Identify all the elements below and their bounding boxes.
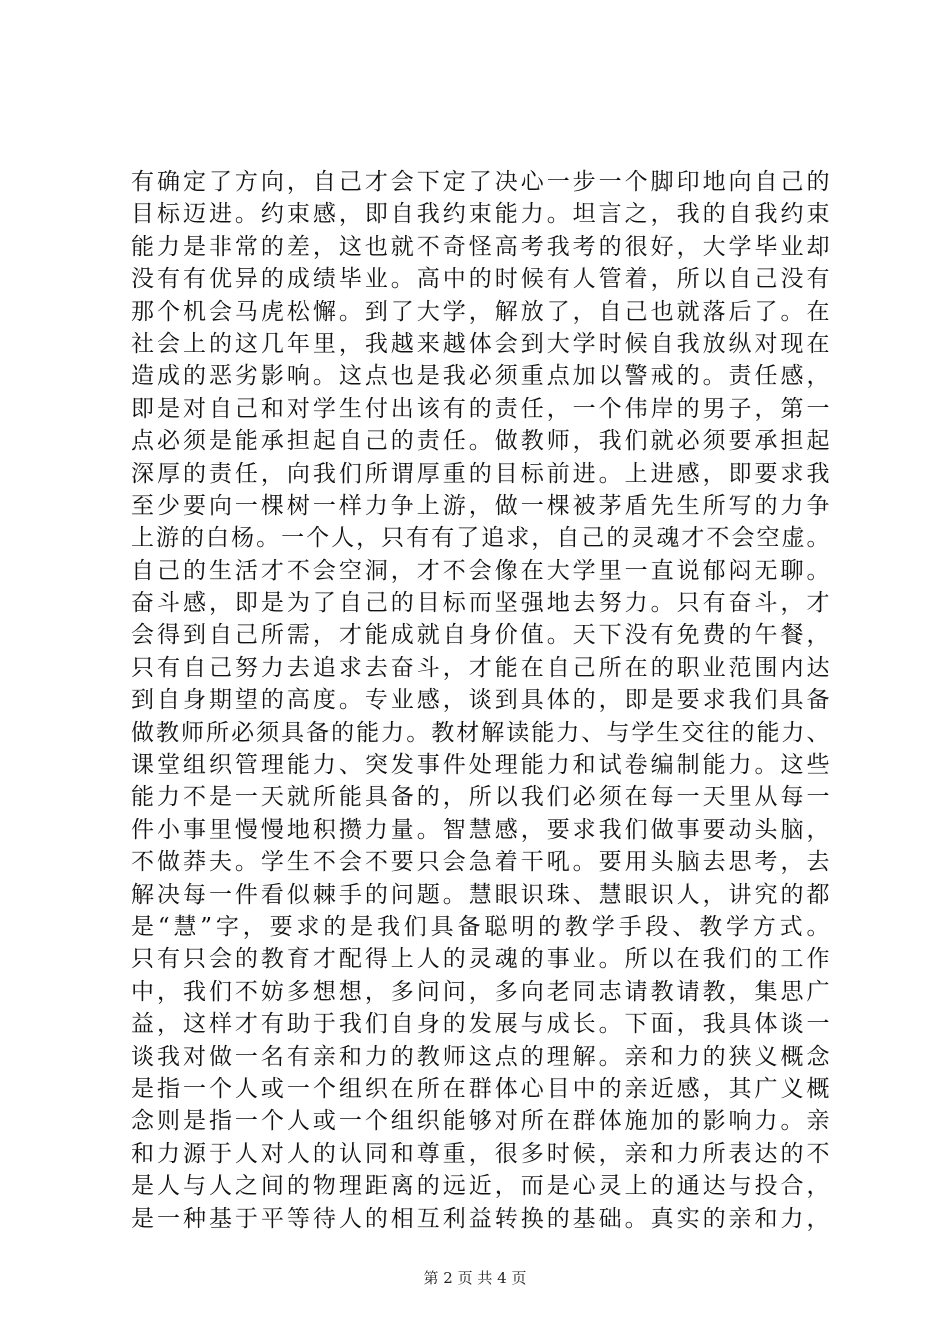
text-line: 奋斗感，即是为了自己的目标而坚强地去努力。只有奋斗，才 xyxy=(131,590,831,617)
text-line: 点必须是能承担起自己的责任。做教师，我们就必须要承担起 xyxy=(131,428,831,455)
text-line: 谈我对做一名有亲和力的教师这点的理解。亲和力的狭义概念 xyxy=(131,1043,831,1070)
text-line: 是一种基于平等待人的相互利益转换的基础。真实的亲和力， xyxy=(131,1205,831,1232)
text-line: 是人与人之间的物理距离的远近，而是心灵上的通达与投合， xyxy=(131,1173,831,1200)
text-line: 只有自己努力去追求去奋斗，才能在自己所在的职业范围内达 xyxy=(131,654,831,681)
text-line: 没有有优异的成绩毕业。高中的时候有人管着，所以自己没有 xyxy=(131,266,831,293)
text-line: 到自身期望的高度。专业感，谈到具体的，即是要求我们具备 xyxy=(131,687,831,714)
text-line: 会得到自己所需，才能成就自身价值。天下没有免费的午餐， xyxy=(131,622,831,649)
text-line: 和力源于人对人的认同和尊重，很多时候，亲和力所表达的不 xyxy=(131,1140,831,1167)
page-footer: 第 2 页 共 4 页 xyxy=(423,1269,527,1287)
text-line: 只有只会的教育才配得上人的灵魂的事业。所以在我们的工作 xyxy=(131,946,831,973)
text-line: 中，我们不妨多想想，多问问，多向老同志请教请教，集思广 xyxy=(131,978,831,1005)
text-line: 目标迈进。约束感，即自我约束能力。坦言之，我的自我约束 xyxy=(131,201,831,228)
text-line: 那个机会马虎松懈。到了大学，解放了，自己也就落后了。在 xyxy=(131,298,831,325)
text-line: 做教师所必须具备的能力。教材解读能力、与学生交往的能力、 xyxy=(131,719,831,746)
text-line: 益，这样才有助于我们自身的发展与成长。下面，我具体谈一 xyxy=(131,1011,831,1038)
text-line: 能力不是一天就所能具备的，所以我们必须在每一天里从每一 xyxy=(131,784,831,811)
text-line: 能力是非常的差，这也就不奇怪高考我考的很好，大学毕业却 xyxy=(131,233,831,260)
text-line: 是指一个人或一个组织在所在群体心目中的亲近感，其广义概 xyxy=(131,1075,831,1102)
text-line: 自己的生活才不会空洞，才不会像在大学里一直说郁闷无聊。 xyxy=(131,557,831,584)
text-line: 课堂组织管理能力、突发事件处理能力和试卷编制能力。这些 xyxy=(131,752,831,779)
text-line: 是“慧”字，要求的是我们具备聪明的教学手段、教学方式。 xyxy=(131,913,831,940)
text-line: 不做莽夫。学生不会不要只会急着干吼。要用头脑去思考，去 xyxy=(131,849,831,876)
text-line: 即是对自己和对学生付出该有的责任，一个伟岸的男子，第一 xyxy=(131,395,831,422)
text-line: 深厚的责任，向我们所谓厚重的目标前进。上进感，即要求我 xyxy=(131,460,831,487)
text-line: 件小事里慢慢地积攒力量。智慧感，要求我们做事要动头脑， xyxy=(131,816,831,843)
text-line: 念则是指一个人或一个组织能够对所在群体施加的影响力。亲 xyxy=(131,1108,831,1135)
text-line: 社会上的这几年里，我越来越体会到大学时候自我放纵对现在 xyxy=(131,330,831,357)
text-line: 有确定了方向，自己才会下定了决心一步一个脚印地向自己的 xyxy=(131,169,831,195)
body-text xyxy=(131,166,831,1235)
text-line: 造成的恶劣影响。这点也是我必须重点加以警戒的。责任感， xyxy=(131,363,831,390)
text-line: 上游的白杨。一个人，只有有了追求，自己的灵魂才不会空虚。 xyxy=(131,525,831,552)
text-line: 解决每一件看似棘手的问题。慧眼识珠、慧眼识人，讲究的都 xyxy=(131,881,831,908)
text-line: 至少要向一棵树一样力争上游，做一棵被茅盾先生所写的力争 xyxy=(131,492,831,519)
